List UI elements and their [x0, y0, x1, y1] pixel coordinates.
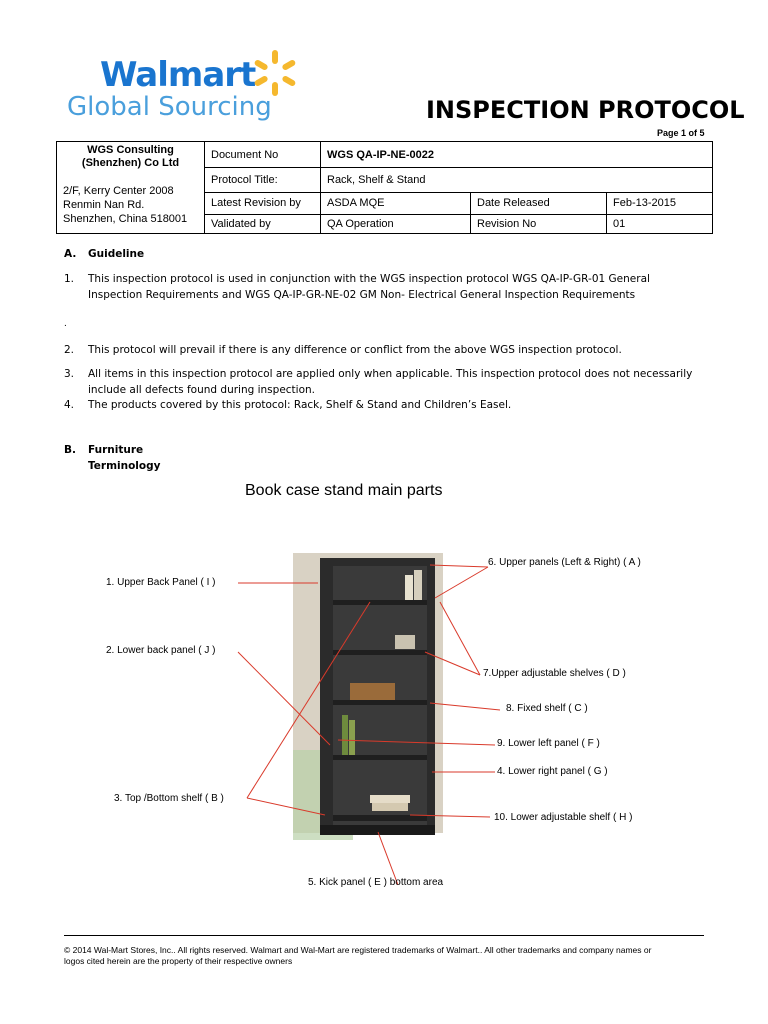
protocol-title-value: Rack, Shelf & Stand	[321, 168, 713, 192]
section-b-letter: B.	[64, 444, 76, 456]
label-fixed-shelf: 8. Fixed shelf ( C )	[506, 703, 588, 714]
label-top-bottom-shelf: 3. Top /Bottom shelf ( B )	[114, 793, 224, 804]
label-lower-back-panel: 2. Lower back panel ( J )	[106, 645, 216, 656]
guideline-item-3: 3. All items in this inspection protocol are applied only when applicable. This inspection protocol does not necessarily include all defects found during inspection.	[64, 368, 693, 396]
date-released-value: Feb-13-2015	[607, 192, 713, 214]
label-lower-right-panel: 4. Lower right panel ( G )	[497, 766, 608, 777]
section-b-title: Furniture	[88, 444, 144, 456]
guideline-item-2: 2. This protocol will prevail if there is any difference or conflict from the above WGS inspection protocol.	[64, 344, 622, 356]
guideline-item-4: 4. The products covered by this protocol: Rack, Shelf & Stand and Children’s Easel.	[64, 399, 512, 411]
revision-by-label: Latest Revision by	[205, 192, 321, 214]
document-title: INSPECTION PROTOCOL	[426, 96, 745, 124]
walmart-logo-text: Walmart	[100, 55, 256, 95]
label-lower-left-panel: 9. Lower left panel ( F )	[497, 738, 600, 749]
label-upper-panels: 6. Upper panels (Left & Right) ( A )	[488, 557, 641, 568]
bookcase-illustration	[0, 540, 768, 900]
page-number: Page 1 of 5	[657, 128, 705, 138]
revision-no-value: 01	[607, 214, 713, 233]
section-b-subtitle: Terminology	[88, 460, 161, 472]
company-info-cell	[57, 142, 205, 234]
global-sourcing-logo-text: Global Sourcing	[67, 92, 272, 122]
label-kick-panel: 5. Kick panel ( E ) bottom area	[308, 877, 444, 888]
footer-copyright: © 2014 Wal-Mart Stores, Inc.. All rights reserved. Walmart and Wal-Mart are registered trademarks of Walmart.. All other trademarks and company names or logos cited herein are the property of their respective owners	[64, 945, 652, 966]
spark-icon	[250, 48, 300, 98]
footer-divider	[64, 935, 704, 936]
revision-no-label: Revision No	[471, 214, 607, 233]
section-a-title: Guideline	[88, 248, 145, 260]
label-lower-adjustable-shelf: 10. Lower adjustable shelf ( H )	[494, 812, 633, 823]
validated-by-label: Validated by	[205, 214, 321, 233]
label-upper-back-panel: 1. Upper Back Panel ( I )	[106, 577, 216, 588]
date-released-label: Date Released	[471, 192, 607, 214]
label-upper-adjustable-shelves: 7.Upper adjustable shelves ( D )	[483, 668, 626, 679]
validated-by-value: QA Operation	[321, 214, 471, 233]
doc-no-value: WGS QA-IP-NE-0022	[321, 142, 713, 168]
stray-dot: .	[64, 318, 67, 329]
figure-title: Book case stand main parts	[245, 482, 443, 499]
guideline-item-1: 1. This inspection protocol is used in conjunction with the WGS inspection protocol WGS QA-IP-GR-01 General Inspection Requirements and WGS QA-IP-GR-NE-02 GM Non- Electrical General Inspection Requirements	[64, 273, 650, 301]
protocol-title-label: Protocol Title:	[205, 168, 321, 192]
doc-no-label: Document No	[205, 142, 321, 168]
company-address: 2/F, Kerry Center 2008 Renmin Nan Rd. Shenzhen, China 518001	[63, 185, 188, 225]
section-a-letter: A.	[64, 248, 77, 260]
company-name: WGS Consulting (Shenzhen) Co Ltd	[81, 144, 180, 169]
document-info-table	[56, 141, 713, 234]
revision-by-value: ASDA MQE	[321, 192, 471, 214]
